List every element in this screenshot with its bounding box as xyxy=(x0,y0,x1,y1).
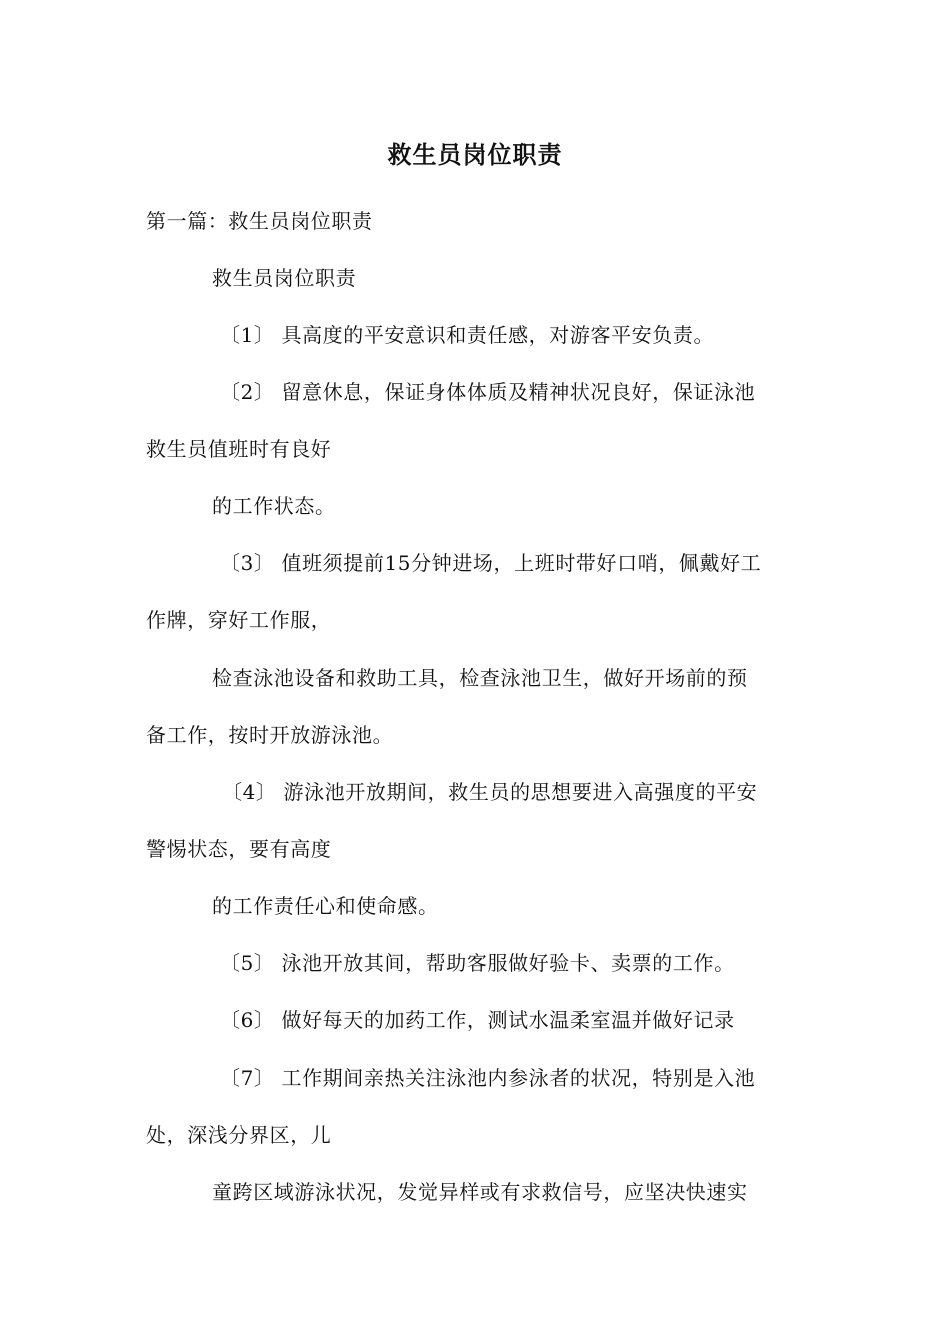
duty-item-2: 〔2〕 留意休息，保证身体体质及精神状况良好，保证泳池 xyxy=(220,380,756,404)
duty-item-3-cont-3: 备工作，按时开放游泳池。 xyxy=(146,723,394,747)
duty-item-2-cont-2: 的工作状态。 xyxy=(212,494,336,518)
duty-item-7: 〔7〕 工作期间亲热关注泳池内参泳者的状况，特别是入池 xyxy=(220,1066,756,1090)
duty-item-3: 〔3〕 值班须提前15分钟进场，上班时带好口哨，佩戴好工 xyxy=(220,551,762,575)
duty-item-5: 〔5〕 泳池开放其间，帮助客服做好验卡、卖票的工作。 xyxy=(220,951,735,975)
document-title: 救生员岗位职责 xyxy=(387,140,563,169)
duty-item-7-cont-1: 处，深浅分界区，儿 xyxy=(146,1123,332,1147)
duty-item-4: 〔4〕 游泳池开放期间，救生员的思想要进入高强度的平安 xyxy=(222,780,758,804)
duty-item-3-cont-2: 检查泳池设备和救助工具，检查泳池卫生，做好开场前的预 xyxy=(212,666,748,690)
duty-item-6: 〔6〕 做好每天的加药工作，测试水温柔室温并做好记录 xyxy=(220,1008,735,1032)
duty-item-4-cont-2: 的工作责任心和使命感。 xyxy=(212,894,439,918)
duty-item-3-cont-1: 作牌，穿好工作服， xyxy=(146,608,332,632)
duty-item-4-cont-1: 警惕状态，要有高度 xyxy=(146,837,332,861)
sub-heading: 救生员岗位职责 xyxy=(212,266,357,290)
section-heading: 第一篇：救生员岗位职责 xyxy=(146,209,373,233)
duty-item-2-cont-1: 救生员值班时有良好 xyxy=(146,437,332,461)
duty-item-7-cont-2: 童跨区域游泳状况，发觉异样或有求救信号，应坚决快速实 xyxy=(212,1180,748,1204)
duty-item-1: 〔1〕 具高度的平安意识和责任感，对游客平安负责。 xyxy=(220,323,715,347)
